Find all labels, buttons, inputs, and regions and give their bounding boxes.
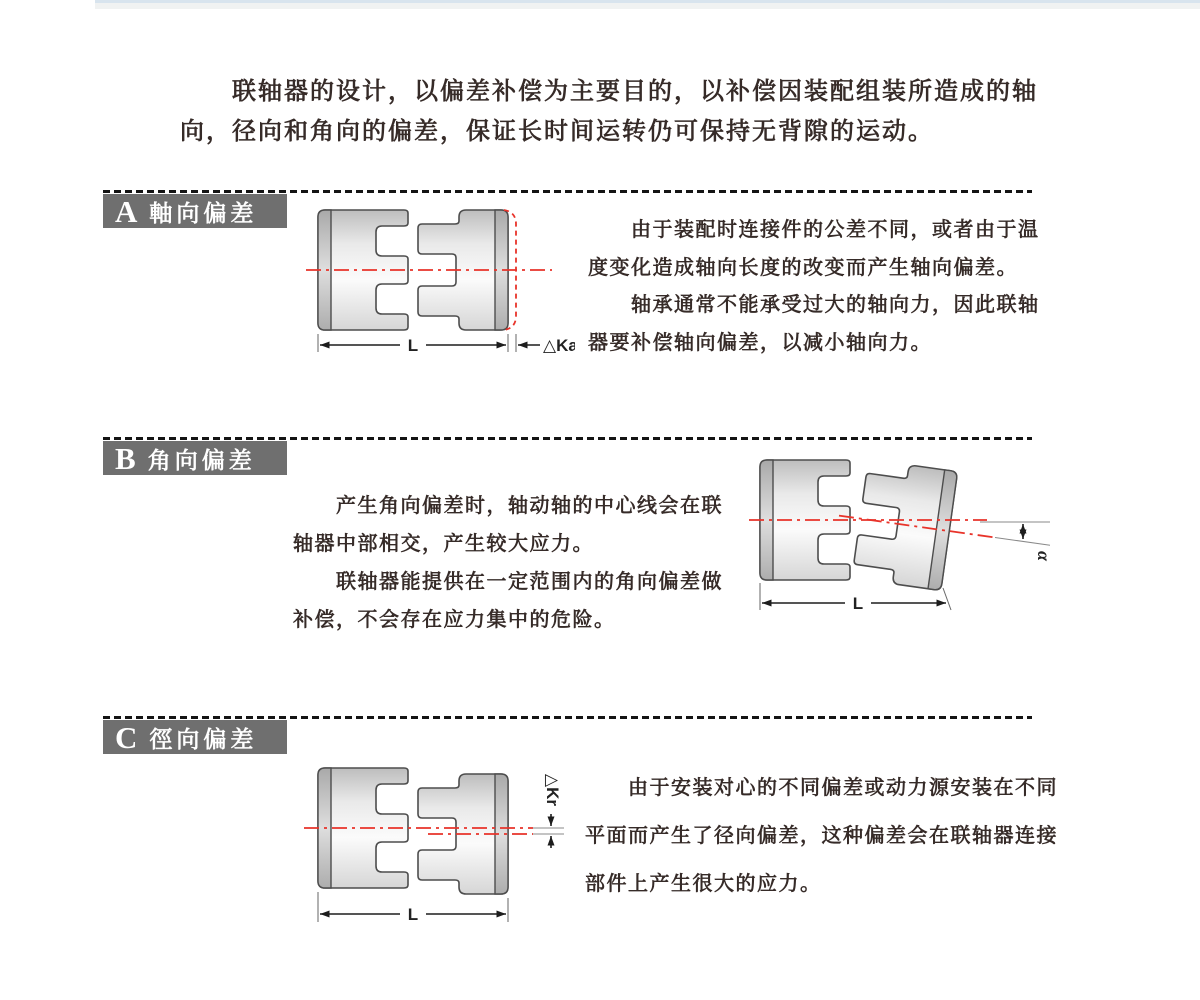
section-b-header xyxy=(103,441,287,475)
intro-line: 联轴器的设计，以偏差补偿为主要目的，以补偿因装配组装所造成的轴 xyxy=(180,78,1038,105)
paragraph-line: 补偿，不会存在应力集中的危险。 xyxy=(293,609,616,631)
paragraph-line: 部件上产生很大的应力。 xyxy=(585,873,822,895)
section-c-dotted-divider xyxy=(103,716,1032,719)
angular-coupling-drawing xyxy=(745,448,1060,623)
section-a-paragraph xyxy=(588,212,1040,362)
section-a-title: 軸向偏差 xyxy=(149,199,258,226)
axial-offset-dim-label: △Ka xyxy=(543,336,575,355)
section-b-dotted-divider xyxy=(103,437,1032,440)
axial-coupling-drawing xyxy=(300,202,575,357)
section-b-letter: B xyxy=(115,440,136,476)
radial-deviation-diagram xyxy=(298,754,583,937)
section-c-title: 徑向偏差 xyxy=(149,725,258,752)
section-a-letter: A xyxy=(115,193,138,229)
paragraph-line: 器要补偿轴向偏差，以减小轴向力。 xyxy=(588,331,932,354)
radial-coupling-drawing xyxy=(298,754,583,932)
length-dim-label: L xyxy=(407,905,419,924)
length-dim-label: L xyxy=(407,336,419,355)
paragraph-line: 平面而产生了径向偏差，这种偏差会在联轴器连接 xyxy=(585,825,1058,847)
section-a-header xyxy=(103,194,287,228)
paragraph-line: 产生角向偏差时，轴动轴的中心线会在联 xyxy=(293,495,723,517)
axial-deviation-diagram xyxy=(300,202,575,362)
paragraph-line: 联轴器能提供在一定范围内的角向偏差做 xyxy=(293,571,723,593)
paragraph-line: 由于安装对心的不同偏差或动力源安装在不同 xyxy=(585,777,1058,799)
angular-deviation-diagram xyxy=(745,448,1060,628)
section-a-dotted-divider xyxy=(103,190,1032,193)
section-b-title: 角向偏差 xyxy=(147,446,256,473)
paragraph-line: 轴器中部相交，产生较大应力。 xyxy=(293,533,594,555)
paragraph-line: 度变化造成轴向长度的改变而产生轴向偏差。 xyxy=(588,256,1018,279)
intro-line: 向，径向和角向的偏差，保证长时间运转仍可保持无背隙的运动。 xyxy=(180,118,934,145)
paragraph-line: 由于装配时连接件的公差不同，或者由于温 xyxy=(588,219,1040,241)
radial-offset-dim-label: △Kr xyxy=(543,774,562,806)
length-dim-label: L xyxy=(852,594,864,613)
angle-dim-label: α xyxy=(1034,551,1054,561)
section-c-header xyxy=(103,720,287,754)
page-top-stripe xyxy=(95,0,1200,9)
section-c-paragraph xyxy=(585,764,1058,908)
intro-paragraph xyxy=(180,72,1040,152)
section-b-paragraph xyxy=(293,487,723,639)
section-c-letter: C xyxy=(115,719,138,755)
paragraph-line: 轴承通常不能承受过大的轴向力，因此联轴 xyxy=(588,294,1040,316)
